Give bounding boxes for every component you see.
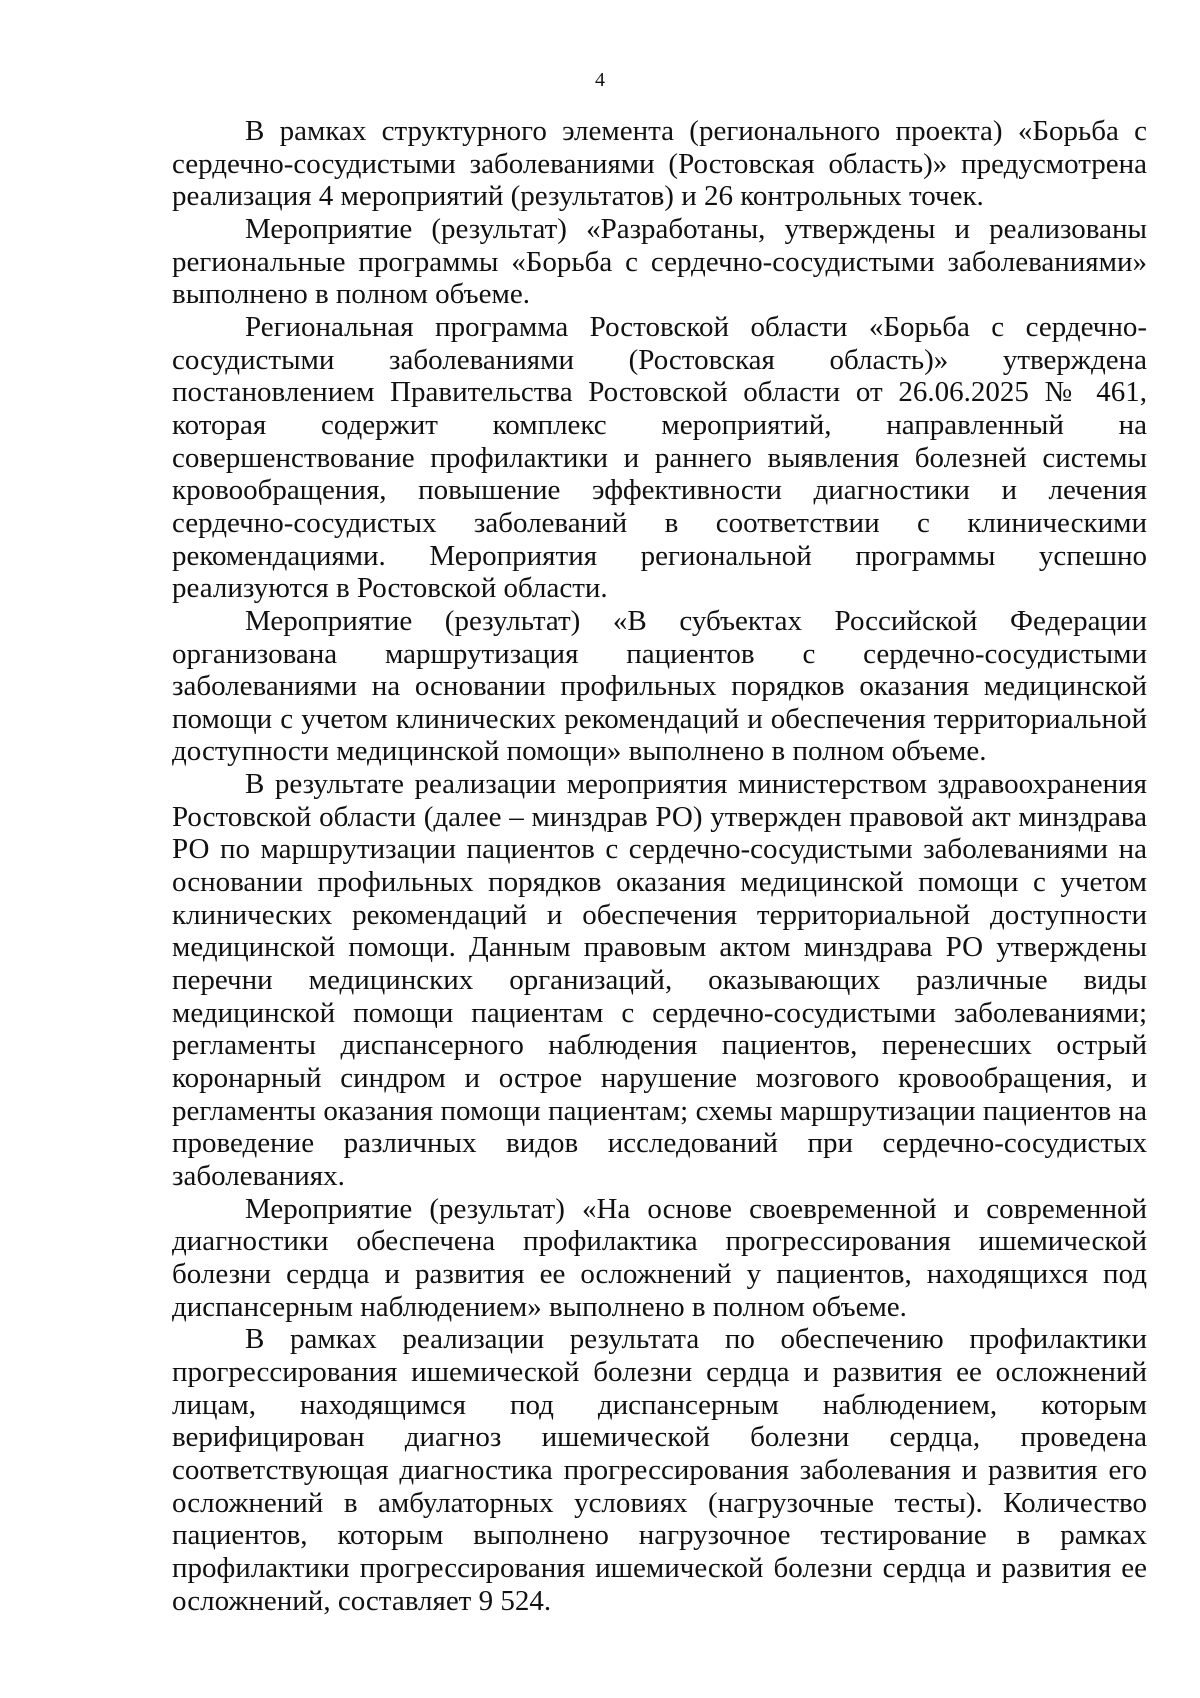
page-number: 4 (595, 69, 605, 91)
paragraph-stress-testing: В рамках реализации результата по обеспечению профилактики прогрессирования ишемической болезни сердца и развития ее осложнений лицам, находящимся под диспансерным наблюдением, которым верифицирован диагноз ишемической болезни сердца, проведена соответствующая диагностика прогрессирования заболевания и развития его осложнений в амбулаторных условиях (нагрузочные тесты). Количество пациентов, которым выполнено нагрузочное тестирование в рамках профилактики прогрессирования ишемической болезни сердца и развития ее осложнений, составляет 9 524. (172, 1323, 1147, 1617)
paragraph-regional-program: Региональная программа Ростовской области «Борьба с сердечно-сосудистыми заболеваниями (Ростовская область)» утверждена постановлением Правительства Ростовской области от 26.06.2025 № 461, которая содержит комплекс мероприятий, направленный на совершенствование профилактики и раннего выявления болезней системы кровообращения, повышение эффективности диагностики и лечения сердечно-сосудистых заболеваний в соответствии с клиническими рекомендациями. Мероприятия региональной программы успешно реализуются в Ростовской области. (172, 310, 1147, 605)
paragraph-structural-element: В рамках структурного элемента (регионального проекта) «Борьба с сердечно-сосудистыми заболеваниями (Ростовская область)» предусмотрена реализация 4 мероприятий (результатов) и 26 контрольных точек. (172, 115, 1147, 213)
paragraph-regional-programs-result: Мероприятие (результат) «Разработаны, утверждены и реализованы региональные программы «Борьба с сердечно-сосудистыми заболеваниями» выполнено в полном объеме. (172, 212, 1147, 311)
document-body (172, 115, 1147, 1617)
paragraph-diagnostics-result: Мероприятие (результат) «На основе своевременной и современной диагностики обеспечена профилактика прогрессирования ишемической болезни сердца и развития ее осложнений у пациентов, находящихся под диспансерным наблюдением» выполнено в полном объеме. (172, 1192, 1147, 1323)
paragraph-routing-legal-act: В результате реализации мероприятия министерством здравоохранения Ростовской области (далее – минздрав РО) утвержден правовой акт минздрава РО по маршрутизации пациентов с сердечно-сосудистыми заболеваниями на основании профильных порядков оказания медицинской помощи с учетом клинических рекомендаций и обеспечения территориальной доступности медицинской помощи. Данным правовым актом минздрава РО утверждены перечни медицинских организаций, оказывающих различные виды медицинской помощи пациентам с сердечно-сосудистыми заболеваниями; регламенты диспансерного наблюдения пациентов, перенесших острый коронарный синдром и острое нарушение мозгового кровообращения, и регламенты оказания помощи пациентам; схемы маршрутизации пациентов на проведение различных видов исследований при сердечно-сосудистых заболеваниях. (172, 768, 1147, 1192)
paragraph-routing-result: Мероприятие (результат) «В субъектах Российской Федерации организована маршрутизация пациентов с сердечно-сосудистыми заболеваниями на основании профильных порядков оказания медицинской помощи с учетом клинических рекомендаций и обеспечения территориальной доступности медицинской помощи» выполнено в полном объеме. (172, 604, 1147, 768)
